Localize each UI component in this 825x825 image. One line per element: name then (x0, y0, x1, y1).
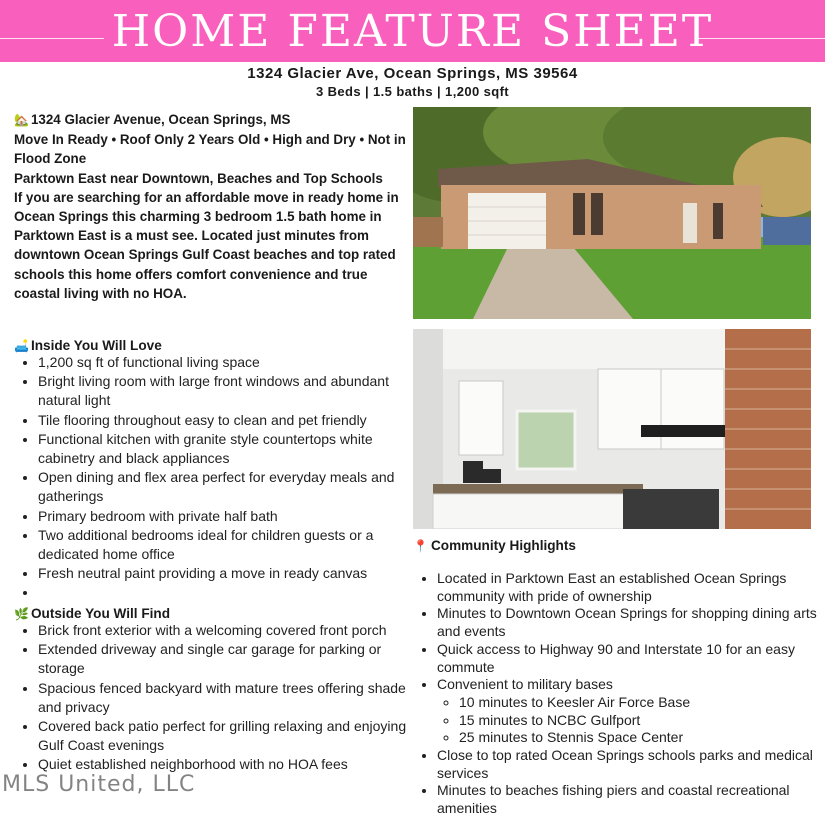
list-item: ◦ 15 minutes to NCBC Gulfport (459, 712, 818, 730)
community-title-text: Community Highlights (430, 538, 576, 553)
outside-title (14, 606, 409, 621)
property-address: 1324 Glacier Ave, Ocean Springs, MS 39564 (247, 65, 578, 82)
list-item: • Bright living room with large front windows and abundant natural light (38, 372, 409, 410)
intro-line-location: Parktown East near Downtown, Beaches and Top Schools (14, 170, 383, 186)
list-item: • Functional kitchen with granite style countertops white cabinetry and black appliances (38, 430, 409, 468)
intro-paragraph: If you are searching for an affordable move in ready home in Ocean Springs this charming 3 bedroom 1.5 bath home in Parktown East is a must see. Located just minutes from downtown Ocean Springs Gulf Coast beaches and top rated schools this home offers comfort convenience and true coastal living with no HOA. (14, 189, 399, 301)
community-section (413, 538, 818, 818)
inside-list (14, 353, 409, 603)
list-item: • Close to top rated Ocean Springs schools parks and medical services (437, 747, 818, 782)
list-item: • Two additional bedrooms ideal for children guests or a dedicated home office (38, 526, 409, 564)
outside-title-text: Outside You Will Find (30, 606, 171, 621)
pin-icon: 📍 (413, 539, 428, 553)
plant-icon: 🌿 (14, 607, 29, 621)
bases-list (437, 694, 818, 747)
outside-section (14, 606, 409, 775)
property-specs: 3 Beds | 1.5 baths | 1,200 sqft (315, 84, 510, 99)
list-item: • Open dining and flex area perfect for everyday meals and gatherings (38, 468, 409, 506)
list-item: • Extended driveway and single car garage for parking or storage (38, 640, 409, 678)
inside-title (14, 338, 409, 353)
list-item: • Spacious fenced backyard with mature trees offering shade and privacy (38, 679, 409, 717)
community-list (413, 570, 818, 818)
inside-title-text: Inside You Will Love (30, 338, 162, 353)
list-item-text: Convenient to military bases (437, 676, 613, 693)
list-item: • Covered back patio perfect for grilling relaxing and enjoying Gulf Coast evenings (38, 717, 409, 755)
intro-line-address: 1324 Glacier Avenue, Ocean Springs, MS (30, 112, 291, 127)
list-item: • 1,200 sq ft of functional living space (38, 353, 409, 372)
list-item (437, 676, 818, 747)
list-item: • Tile flooring throughout easy to clean and pet friendly (38, 411, 409, 430)
intro-section (14, 110, 406, 303)
list-item: • Quiet established neighborhood with no HOA fees (38, 755, 409, 774)
outside-list (14, 621, 409, 775)
list-item: • Minutes to beaches fishing piers and coastal recreational amenities (437, 782, 818, 817)
list-item: ◦ 10 minutes to Keesler Air Force Base (459, 694, 818, 712)
list-item: • Minutes to Downtown Ocean Springs for shopping dining arts and events (437, 605, 818, 640)
list-item: • Brick front exterior with a welcoming covered front porch (38, 621, 409, 640)
inside-section (14, 338, 409, 603)
community-title (413, 538, 818, 553)
house-icon: 🏡 (14, 113, 29, 127)
sofa-icon: 🛋️ (14, 339, 29, 353)
list-item: • Primary bedroom with private half bath (38, 507, 409, 526)
exterior-photo (413, 107, 811, 319)
list-item-empty (38, 583, 409, 602)
list-item: • Quick access to Highway 90 and Interstate 10 for an easy commute (437, 641, 818, 676)
list-item: ◦ 25 minutes to Stennis Space Center (459, 729, 818, 747)
kitchen-photo (413, 329, 811, 529)
mls-watermark: MLS United, LLC (2, 772, 196, 797)
page-title: HOME FEATURE SHEET (111, 6, 714, 57)
list-item: • Located in Parktown East an established Ocean Springs community with pride of ownership (437, 570, 818, 605)
intro-line-highlights: Move In Ready • Roof Only 2 Years Old • High and Dry • Not in Flood Zone (14, 132, 406, 167)
intro-heading (14, 110, 406, 130)
list-item: • Fresh neutral paint providing a move in ready canvas (38, 564, 409, 583)
header-banner (0, 0, 825, 62)
